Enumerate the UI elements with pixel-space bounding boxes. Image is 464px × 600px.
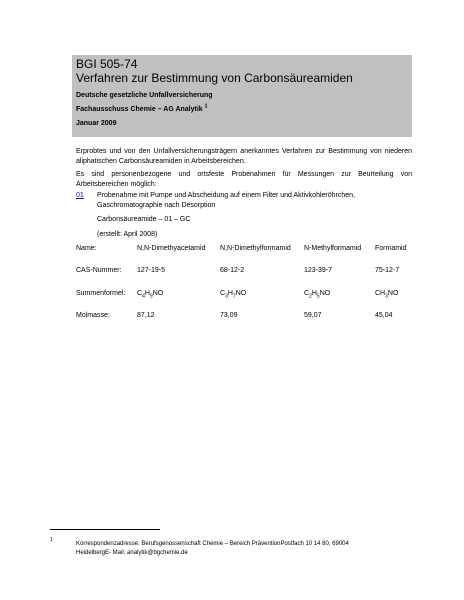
- table-row-cas: [0, 266, 464, 276]
- table-cell: Formamid: [375, 245, 407, 252]
- row-label: Summenformel:: [76, 290, 126, 297]
- committee: [76, 105, 207, 114]
- row-label: Name:: [76, 245, 97, 252]
- formula-cell: $C_3H_7NO$: [220, 290, 247, 300]
- organization: Deutsche gesetzliche Unfallversicherung: [76, 92, 213, 99]
- table-row-name: [0, 244, 464, 254]
- row-label: CAS-Nummer:: [76, 267, 122, 274]
- table-cell: 45,04: [375, 312, 393, 319]
- table-cell: 73,09: [220, 312, 238, 319]
- method-date: (erstellt: April 2008): [97, 231, 158, 238]
- table-cell: 59,07: [304, 312, 322, 319]
- method-link-01[interactable]: 01: [76, 192, 84, 199]
- table-cell: N,N-Dimethylformamid: [220, 245, 291, 252]
- footnote-marker: 1: [50, 537, 53, 543]
- footnote-ref: 1: [204, 103, 208, 110]
- formula-cell: $C_4H_9NO$: [137, 290, 164, 300]
- document-title: Verfahren zur Bestimmung von Carbonsäureamiden: [76, 71, 353, 85]
- footnote-text: Korrespondenzadresse: Berufsgenossenschaft Chemie – Bereich PräventionPostfach 10 14 80, 69004 HeidelbergE- Mail: analytik@bgchemie.de: [76, 541, 349, 556]
- intro-paragraph: Erprobtes und von den Unfallversicherungsträgern anerkanntes Verfahren zur Bestimmung von niederen aliphatischen Carbonsäureamiden in Arbeitsbereichen.: [76, 148, 412, 165]
- formula-cell: $C_2H_5NO$: [304, 290, 331, 300]
- table-row-molmass: [0, 311, 464, 321]
- sampling-paragraph: Es sind personenbezogene und ortsfeste Probenahmen für Messungen zur Beurteilung von Arbeitsbereichen möglich:: [76, 171, 412, 188]
- formula-cell: $CH_3NO$: [375, 290, 399, 300]
- table-cell: 68-12-2: [220, 267, 245, 274]
- table-cell: N-Methylformamid: [304, 245, 362, 252]
- committee-name: Fachausschuss Chemie – AG Analytik: [76, 106, 203, 113]
- publication-date: Januar 2009: [76, 120, 117, 127]
- method-id: Carbonsäureamide – 01 – GC: [97, 216, 191, 223]
- table-cell: 75-12-7: [375, 267, 400, 274]
- table-cell: 123-39-7: [304, 267, 333, 274]
- document-id: BGI 505-74: [76, 57, 138, 71]
- method-description: Probenahme mit Pumpe und Abscheidung auf einem Filter und Aktivkohleröhrchen, Gaschromatographie nach Desorption: [97, 192, 355, 209]
- table-cell: 127-19-5: [137, 267, 166, 274]
- table-row-formula: [0, 289, 464, 299]
- table-cell: 87,12: [137, 312, 155, 319]
- row-label: Molmasse:: [76, 312, 110, 319]
- table-cell: N,N-Dimethyacetamid: [137, 245, 206, 252]
- footnote-divider: [50, 529, 160, 530]
